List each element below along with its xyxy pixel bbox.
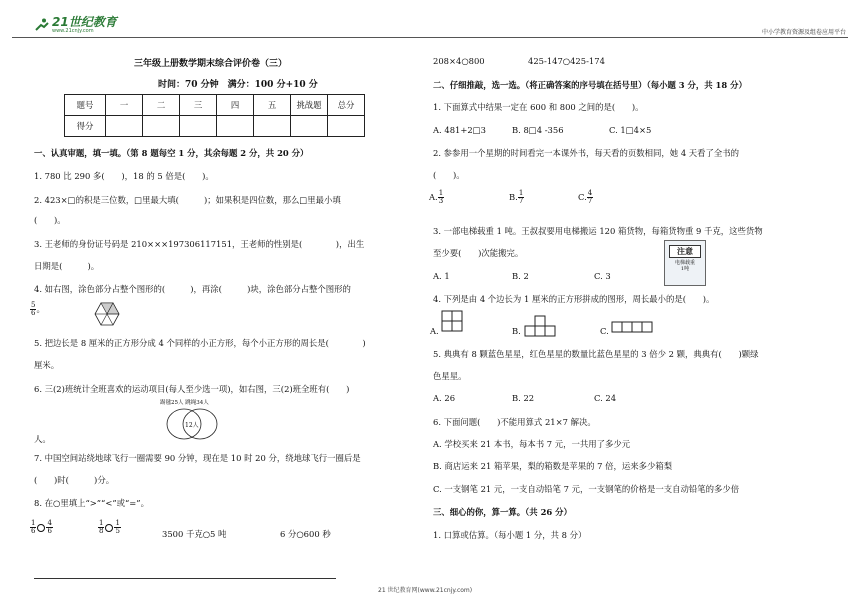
score-header-cell: 题号 [65, 95, 106, 116]
option-c: C. $\frac{4}{7}$ [578, 189, 593, 205]
question-2-5-cont: 色星星。 [433, 371, 467, 381]
score-header-cell: 三 [180, 95, 217, 116]
option-c: C. [600, 326, 609, 336]
option-b: B. 22 [512, 393, 535, 403]
footer-text: 21 世纪教育网(www.21cnjy.com) [378, 587, 473, 594]
question-2-2: 2. 参参用一个星期的时间看完一本课外书，每天看的页数相同，她 4 天看了全书的 [433, 148, 740, 158]
fraction: $\frac{5}{6}$ [31, 301, 36, 317]
score-row-label: 得分 [65, 116, 106, 137]
score-table [64, 94, 365, 137]
compare-item-e: 208×4○800 [433, 56, 485, 66]
header-rule [12, 37, 848, 38]
venn-label: 踢毽25人 跳绳34人 [160, 400, 209, 406]
compare-item-a: $\frac{1}{6}$ $\frac{4}{6}$ [31, 519, 52, 535]
brand-site: www.21cnjy.com [52, 28, 94, 34]
question-1-4-cont: $\frac{5}{6}$ 。 [31, 301, 45, 317]
question-2-5: 5. 典典有 8 颗蓝色星星，红色星星的数量比蓝色星星的 3 倍少 2 颗，典典有( )颗绿 [433, 349, 759, 359]
section-2-heading: 二、仔细推敲，选一选。（将正确答案的序号填在括号里）（每小题 3 分，共 18 分） [433, 80, 747, 90]
question-1-8: 8. 在○里填上“>”“<”或“=”。 [34, 498, 149, 508]
question-2-3: 3. 一部电梯载重 1 吨。王叔叔要用电梯搬运 120 箱货物，每箱货物重 9 千克，这些货物 [433, 226, 763, 236]
score-header-cell: 五 [254, 95, 291, 116]
score-cell[interactable] [328, 116, 365, 137]
compare-item-b: $\frac{1}{8}$ $\frac{1}{5}$ [99, 519, 120, 535]
score-header-cell: 四 [217, 95, 254, 116]
question-1-3: 3. 王老师的身份证号码是 210×××197306117151，王老师的性别是( )，出生 [34, 239, 365, 249]
option-b: B. $\frac{1}{7}$ [509, 189, 524, 205]
question-1-6: 6. 三(2)班统计全班喜欢的运动项目(每人至少选一项)，如右图，三(2)班全班有( ) [34, 384, 350, 394]
question-2-6: 6. 下面问题( )不能用算式 21×7 解决。 [433, 417, 596, 427]
option-a: A. [430, 326, 439, 336]
question-1-5-cont: 厘米。 [34, 360, 60, 370]
option-b: B. [512, 326, 521, 336]
footer-rule [34, 578, 336, 579]
section-1-heading: 一、认真审题，填一填。（第 8 题每空 1 分，其余每题 2 分，共 20 分） [34, 148, 309, 158]
square-figure-c [611, 321, 653, 333]
question-1-2: 2. 423×□的积是三位数，□里最大填( )；如果积是四位数，那么□里最小填 [34, 195, 341, 205]
compare-item-f: 425-147○425-174 [528, 56, 605, 66]
score-cell[interactable] [143, 116, 180, 137]
venn-middle: 12人 [185, 422, 199, 429]
section-3-heading: 三、细心的你，算一算。（共 26 分） [433, 507, 572, 517]
header-platform-text: 中小学教育资源及组卷应用平台 [761, 29, 846, 36]
question-3-1: 1. 口算或估算。（每小题 1 分，共 8 分） [433, 530, 587, 540]
score-cell[interactable] [254, 116, 291, 137]
option-a: A. 1 [433, 271, 450, 281]
elevator-sign [664, 240, 706, 286]
question-1-7: 7. 中国空间站绕地球飞行一圈需要 90 分钟，现在是 10 时 20 分，绕地球飞行一圈后是 [34, 453, 361, 463]
hexagon-figure [94, 302, 120, 326]
question-1-3-cont: 日期是( )。 [34, 261, 100, 271]
sign-text: 电梯载重 [674, 260, 695, 266]
paper-info: 时间：70 分钟 满分：100 分+10 分 [158, 80, 318, 90]
option-a: A. $\frac{1}{3}$ [429, 189, 444, 205]
question-1-4: 4. 如右图，涂色部分占整个图形的( )，再涂( )块，涂色部分占整个图形的 [34, 284, 351, 294]
brand-name: 21世纪教育 [52, 15, 117, 29]
compare-circle[interactable] [105, 524, 113, 532]
square-figure-b [524, 315, 556, 337]
option-b: B. 2 [512, 271, 529, 281]
score-header-cell: 一 [106, 95, 143, 116]
option-a: A. 481+2□3 [433, 125, 486, 135]
score-cell[interactable] [106, 116, 143, 137]
sign-title: 注意 [669, 245, 701, 258]
compare-item-d: 6 分○600 秒 [280, 529, 331, 539]
sign-text: 1吨 [680, 266, 690, 272]
question-1-2-cont: ( )。 [34, 215, 66, 225]
score-header-row [65, 95, 365, 116]
question-2-2-cont: ( )。 [433, 170, 465, 180]
score-cell[interactable] [180, 116, 217, 137]
score-cell[interactable] [217, 116, 254, 137]
compare-circle[interactable] [37, 524, 45, 532]
logo [34, 16, 117, 34]
question-2-4: 4. 下列是由 4 个边长为 1 厘米的正方形拼成的图形，周长最小的是( )。 [433, 294, 715, 304]
question-1-1: 1. 780 比 290 多( )，18 的 5 倍是( )。 [34, 171, 214, 181]
option-c: C. 1□4×5 [609, 125, 652, 135]
option-b: B. 商店运来 21 箱苹果，梨的箱数是苹果的 7 倍，运来多少箱梨 [433, 461, 673, 471]
score-cell[interactable] [291, 116, 328, 137]
runner-logo-icon [34, 18, 50, 32]
option-a: A. 26 [433, 393, 456, 403]
option-c: C. 24 [594, 393, 617, 403]
option-a: A. 学校买来 21 本书，每本书 7 元，一共用了多少元 [433, 439, 631, 449]
paper-title: 三年级上册数学期末综合评价卷（三） [134, 59, 288, 69]
question-1-6-cont: 人。 [34, 434, 51, 444]
score-header-cell: 挑战题 [291, 95, 328, 116]
option-c: C. 3 [594, 271, 611, 281]
question-1-5: 5. 把边长是 8 厘米的正方形分成 4 个同样的小正方形，每个小正方形的周长是( ) [34, 338, 366, 348]
option-b: B. 8□4 -356 [512, 125, 564, 135]
score-value-row [65, 116, 365, 137]
compare-item-c: 3500 千克○5 吨 [162, 529, 227, 539]
score-header-cell: 二 [143, 95, 180, 116]
question-2-1: 1. 下面算式中结果一定在 600 和 800 之间的是( )。 [433, 102, 644, 112]
option-c: C. 一支钢笔 21 元，一支自动铅笔 7 元，一支钢笔的价格是一支自动铅笔的多少倍 [433, 484, 740, 494]
square-figure-a [441, 310, 463, 332]
score-header-cell: 总分 [328, 95, 365, 116]
question-1-7-cont: ( )时( )分。 [34, 475, 115, 485]
question-2-3-cont: 至少要( )次能搬完。 [433, 248, 524, 258]
